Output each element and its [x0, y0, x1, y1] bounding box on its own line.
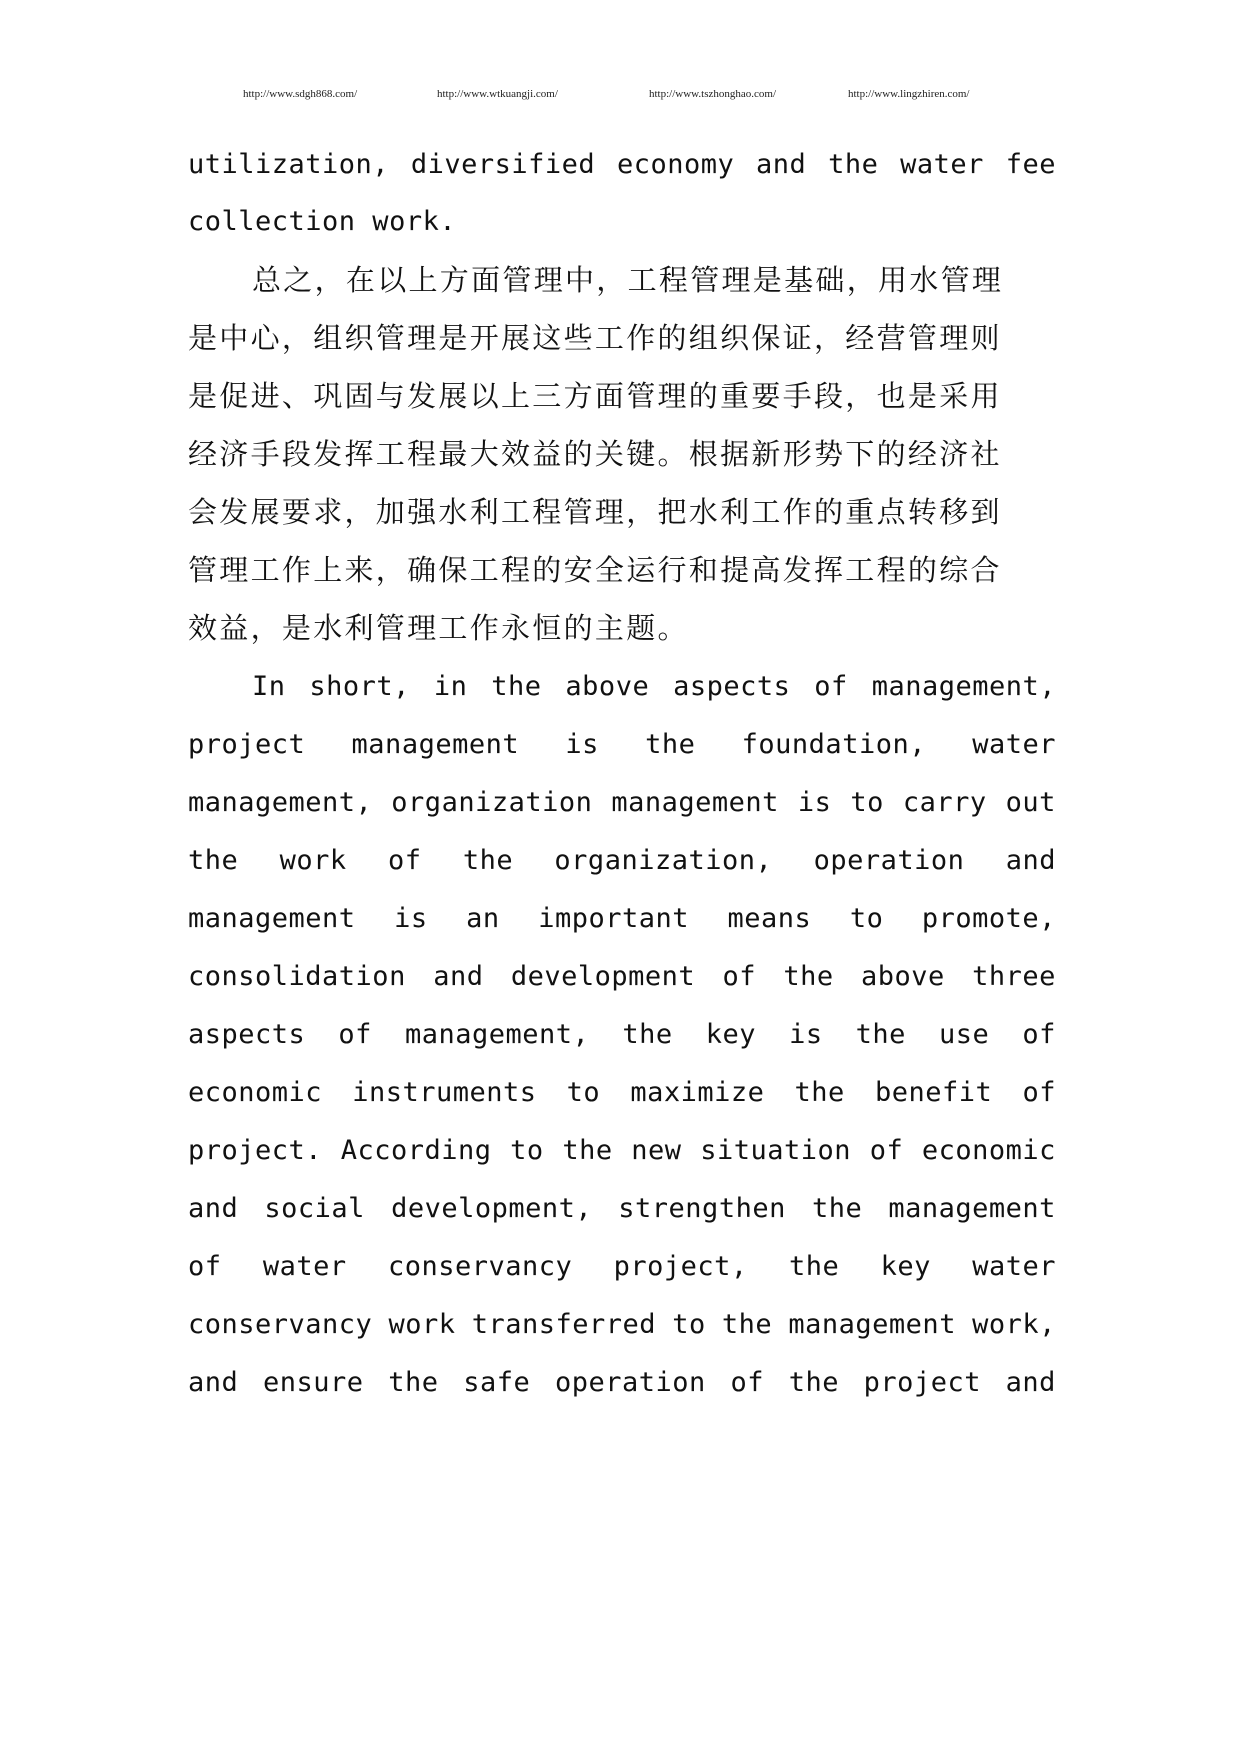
word: above [861, 961, 945, 992]
word: is [797, 787, 832, 818]
word: to [849, 903, 884, 934]
word: to [850, 787, 884, 818]
english-text-line [188, 1247, 1056, 1287]
english-text-line [188, 783, 1056, 823]
word: maximize [630, 1077, 765, 1108]
word: management [351, 729, 520, 760]
header-links [0, 88, 1241, 104]
english-text-line [188, 145, 1056, 185]
word: of [722, 961, 757, 992]
word: management [611, 787, 779, 818]
word: water [972, 1251, 1056, 1282]
word: organization [391, 787, 593, 818]
word: promote, [921, 903, 1056, 934]
word: out [1005, 787, 1056, 818]
word: to [672, 1309, 706, 1340]
word: water [900, 149, 984, 180]
word: means [727, 903, 812, 934]
word: management [888, 1193, 1056, 1224]
word: key [705, 1019, 756, 1050]
chinese-text-line: 效益，是水利管理工作永恒的主题。 [188, 611, 689, 645]
word: key [880, 1251, 931, 1282]
word: the [855, 1019, 906, 1050]
word: management, [871, 671, 1056, 702]
word: strengthen [618, 1193, 786, 1224]
word: and [433, 961, 484, 992]
word: social [264, 1193, 365, 1224]
word: of [338, 1019, 372, 1050]
word: the [794, 1077, 845, 1108]
word: utilization, [188, 149, 390, 180]
word: work [388, 1309, 456, 1340]
word: is [789, 1019, 823, 1050]
word: the [562, 1135, 613, 1166]
word: instruments [352, 1077, 537, 1108]
word: of [387, 845, 422, 876]
word: fee [1005, 149, 1056, 180]
word: safe [463, 1367, 531, 1398]
word: of [814, 671, 848, 702]
word: foundation, [741, 729, 926, 760]
word: and [188, 1367, 239, 1398]
word: three [972, 961, 1056, 992]
header-link-sdgh868[interactable]: http://www.sdgh868.com/ [243, 88, 358, 100]
word: is [565, 729, 599, 760]
word: the [721, 1309, 773, 1340]
word: project [188, 729, 306, 760]
word: an [466, 903, 500, 934]
word: is [394, 903, 428, 934]
chinese-text-line: 经济手段发挥工程最大效益的关键。根据新形势下的经济社 [188, 437, 1002, 471]
word: management, [404, 1019, 590, 1050]
word: important [538, 903, 689, 934]
word: new [631, 1135, 682, 1166]
word: management [788, 1309, 956, 1340]
english-text-line [188, 1363, 1056, 1403]
word: the [491, 671, 542, 702]
word: in [433, 671, 468, 702]
header-link-lingzhiren[interactable]: http://www.lingzhiren.com/ [848, 88, 970, 100]
word: the [783, 961, 834, 992]
word: transferred [471, 1309, 657, 1340]
word: aspects [188, 1019, 306, 1050]
word: water [972, 729, 1056, 760]
word: conservancy [188, 1309, 373, 1340]
word: and [188, 1193, 239, 1224]
word: above [565, 671, 650, 702]
word: work, [972, 1309, 1056, 1340]
english-text-line: collection work. [188, 206, 457, 237]
word: ensure [262, 1367, 364, 1398]
header-link-tszhonghao[interactable]: http://www.tszhonghao.com/ [649, 88, 776, 100]
chinese-text-line: 总之，在以上方面管理中，工程管理是基础，用水管理 [252, 263, 1004, 297]
word: organization, [554, 845, 773, 876]
word: water [262, 1251, 347, 1282]
word: the [188, 845, 239, 876]
english-text-line [188, 1073, 1056, 1113]
word: conservancy [387, 1251, 573, 1282]
word: diversified [410, 149, 596, 180]
word: work [279, 845, 347, 876]
word: the [462, 845, 514, 876]
header-link-wtkuangji[interactable]: http://www.wtkuangji.com/ [437, 88, 558, 100]
english-text-line [188, 899, 1056, 939]
word: economic [188, 1077, 323, 1108]
word: operation [813, 845, 965, 876]
word: According [340, 1135, 492, 1166]
word: of [869, 1135, 904, 1166]
word: aspects [673, 671, 791, 702]
word: benefit [874, 1077, 993, 1108]
word: the [828, 149, 879, 180]
word: the [622, 1019, 673, 1050]
word: and [756, 149, 807, 180]
word: economic [921, 1135, 1056, 1166]
english-text-line [188, 1189, 1056, 1229]
word: to [510, 1135, 544, 1166]
word: of [730, 1367, 764, 1398]
english-text-line [188, 957, 1056, 997]
word: of [1022, 1077, 1056, 1108]
word: In [252, 671, 286, 702]
word: of [1022, 1019, 1056, 1050]
word: management, [188, 787, 373, 818]
word: development, [391, 1193, 593, 1224]
word: the [788, 1367, 839, 1398]
english-text-line [188, 725, 1056, 765]
chinese-text-line: 是中心，组织管理是开展这些工作的组织保证，经营管理则 [188, 321, 1002, 355]
word: operation [554, 1367, 706, 1398]
word: development [510, 961, 696, 992]
english-text-line [188, 1131, 1056, 1171]
word: and [1005, 1367, 1056, 1398]
word: situation [700, 1135, 852, 1166]
word: the [645, 729, 696, 760]
word: short, [309, 671, 410, 702]
word: the [788, 1251, 840, 1282]
word: economy [616, 149, 735, 180]
english-text-line [188, 1015, 1056, 1055]
word: and [1005, 845, 1056, 876]
english-text-line [188, 1305, 1056, 1345]
word: consolidation [188, 961, 406, 992]
word: of [188, 1251, 222, 1282]
word: project, [613, 1251, 748, 1282]
word: management [188, 903, 356, 934]
chinese-text-line: 会发展要求，加强水利工程管理，把水利工作的重点转移到 [188, 495, 1002, 529]
chinese-text-line: 是促进、巩固与发展以上三方面管理的重要手段，也是采用 [188, 379, 1002, 413]
english-text-line [188, 667, 1056, 707]
english-text-line [188, 841, 1056, 881]
word: the [811, 1193, 863, 1224]
word: carry [902, 787, 987, 818]
word: project [863, 1367, 981, 1398]
word: the [388, 1367, 439, 1398]
word: to [566, 1077, 601, 1108]
word: use [939, 1019, 990, 1050]
word: project. [188, 1135, 323, 1166]
chinese-text-line: 管理工作上来，确保工程的安全运行和提高发挥工程的综合 [188, 553, 1002, 587]
